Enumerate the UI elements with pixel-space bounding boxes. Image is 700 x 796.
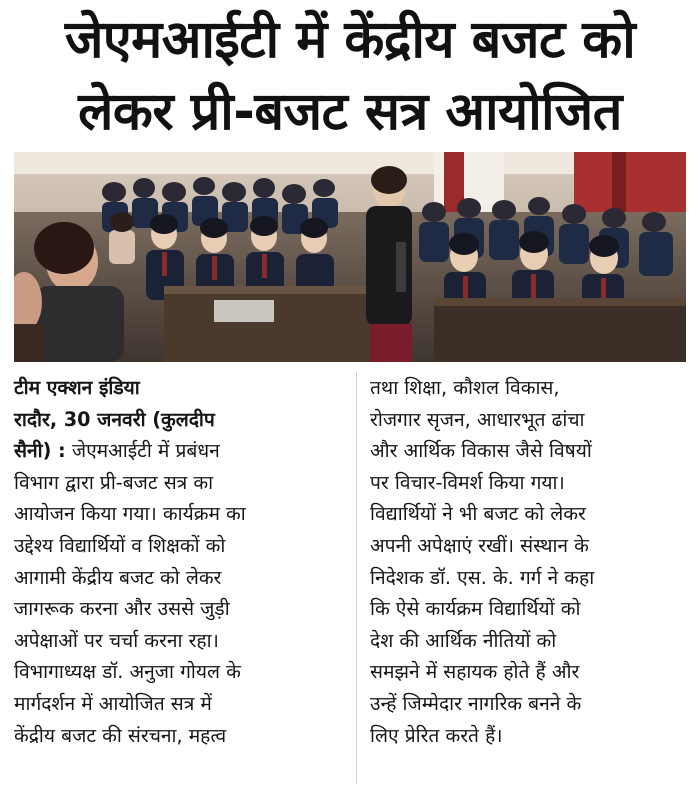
article-line: उद्देश्य विद्यार्थियों व शिक्षकों को bbox=[14, 533, 226, 557]
article-line: विद्यार्थियों ने भी बजट को लेकर bbox=[370, 502, 586, 526]
article-column-right bbox=[370, 372, 690, 751]
column-divider bbox=[356, 372, 357, 784]
article-line: तथा शिक्षा, कौशल विकास, bbox=[370, 376, 560, 399]
article-line: आयोजन किया गया। कार्यक्रम का bbox=[14, 502, 246, 526]
classroom-photo bbox=[14, 152, 686, 362]
article-line: कि ऐसे कार्यक्रम विद्यार्थियों को bbox=[370, 597, 581, 621]
article-line: अपनी अपेक्षाएं रखीं। संस्थान के bbox=[370, 533, 589, 557]
headline-line-2: लेकर प्री-बजट सत्र आयोजित bbox=[78, 82, 622, 142]
article-line: निदेशक डॉ. एस. के. गर्ग ने कहा bbox=[370, 565, 595, 589]
dateline: रादौर, 30 जनवरी (कुलदीप bbox=[14, 407, 215, 431]
headline-line-1: जेएमआईटी में केंद्रीय बजट को bbox=[64, 10, 636, 70]
article-line: विभाग द्वारा प्री-बजट सत्र का bbox=[14, 470, 214, 494]
article-column-left bbox=[14, 372, 354, 751]
dateline-end: सैनी) : bbox=[14, 439, 66, 463]
news-photo bbox=[14, 152, 686, 362]
article-line: उन्हें जिम्मेदार नागरिक बनने के bbox=[370, 691, 582, 715]
article-text: जेएमआईटी में प्रबंधन bbox=[71, 439, 220, 463]
article-line: अपेक्षाओं पर चर्चा करना रहा। bbox=[14, 628, 219, 652]
article-line: देश की आर्थिक नीतियों को bbox=[370, 628, 557, 652]
article-line: केंद्रीय बजट की संरचना, महत्व bbox=[14, 723, 227, 747]
headline bbox=[0, 0, 700, 150]
article-line: मार्गदर्शन में आयोजित सत्र में bbox=[14, 691, 212, 715]
article-line: जागरूक करना और उससे जुड़ी bbox=[14, 597, 230, 621]
article-line bbox=[14, 435, 354, 467]
article-line: लिए प्रेरित करते हैं। bbox=[370, 723, 503, 747]
article-line: पर विचार-विमर्श किया गया। bbox=[370, 470, 565, 494]
article-line: रोजगार सृजन, आधारभूत ढांचा bbox=[370, 407, 585, 431]
article-line: विभागाध्यक्ष डॉ. अनुजा गोयल के bbox=[14, 660, 241, 684]
article-line: और आर्थिक विकास जैसे विषयों bbox=[370, 439, 592, 463]
byline: टीम एक्शन इंडिया bbox=[14, 376, 140, 399]
article-line: समझने में सहायक होते हैं और bbox=[370, 660, 580, 684]
article-line: आगामी केंद्रीय बजट को लेकर bbox=[14, 565, 222, 589]
